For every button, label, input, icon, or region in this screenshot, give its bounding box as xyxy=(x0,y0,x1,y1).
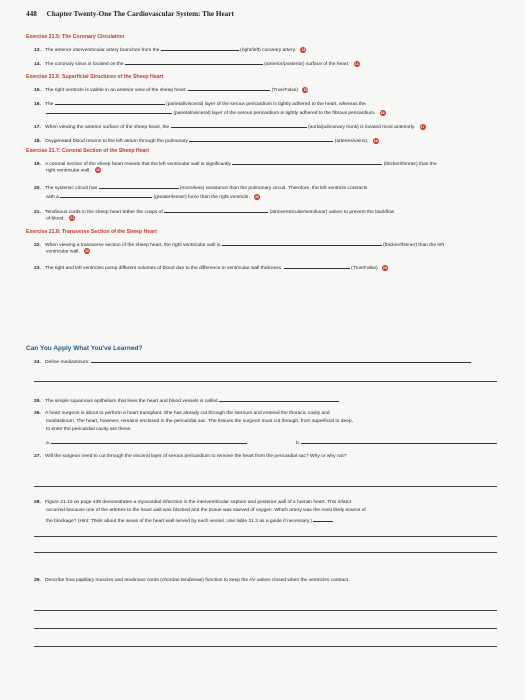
question-marker-icon: 23 xyxy=(383,265,387,270)
question-text: When viewing the anterior surface of the sheep heart, the xyxy=(45,125,170,130)
answer-blank[interactable] xyxy=(222,240,382,246)
question-number: 28. xyxy=(34,500,41,505)
question-16-line2 xyxy=(46,108,386,117)
question-25 xyxy=(34,396,339,405)
question-13 xyxy=(34,45,306,54)
question-24 xyxy=(34,357,471,366)
question-number: 15. xyxy=(34,88,41,93)
question-marker-icon: 13 xyxy=(301,47,306,52)
answer-line[interactable] xyxy=(34,628,497,629)
page-header xyxy=(26,10,234,18)
question-text: of blood. xyxy=(46,216,65,222)
question-number: 27. xyxy=(34,454,41,459)
answer-options: (True/False) xyxy=(271,88,299,93)
question-20-line2 xyxy=(46,192,260,201)
answer-options: (thicker/thinner) than the xyxy=(383,162,437,167)
question-number: 26. xyxy=(34,411,41,416)
answer-blank[interactable] xyxy=(99,183,179,189)
answer-options: (more/less) resistance than the pulmonary circuit. Therefore, the left ventricle contracts xyxy=(179,186,368,191)
apply-heading: Can You Apply What You've Learned? xyxy=(26,345,143,352)
answer-line[interactable] xyxy=(34,536,497,537)
answer-line[interactable] xyxy=(34,381,497,382)
question-28-line2: occurred because one of the arteries to the heart wall was blocked and the tissue was starved of oxygen. Which artery was the most likely source of xyxy=(46,508,366,513)
question-text: The right and left ventricles pump different volumes of blood due to the difference in ventricular wall thickness. xyxy=(45,266,283,271)
question-21-line2 xyxy=(46,215,75,223)
question-text: Define mediastinum: xyxy=(45,360,90,365)
question-number: 24. xyxy=(34,360,41,365)
exercise-heading: Exercise 21.7: Coronal Section of the Sheep Heart xyxy=(26,148,150,154)
exercise-heading: Exercise 21.5: The Coronary Circulation xyxy=(26,34,125,40)
question-number: 25. xyxy=(34,399,41,404)
question-text: The right ventricle is visible in an anterior view of the sheep heart. xyxy=(45,88,187,93)
answer-line[interactable] xyxy=(34,646,497,647)
answer-blank[interactable] xyxy=(55,99,165,105)
question-text: A heart surgeon is about to perform a heart transplant. She has already cut through the sternum and entered the thoracic cavity and xyxy=(45,411,330,416)
answer-blank[interactable] xyxy=(51,438,247,444)
question-text: the blockage? (Hint: Think about the areas of the heart wall served by each vessel. Use table 21.3 as a guide if necessary.) xyxy=(46,519,312,524)
question-text: Oxygenated blood returns to the left atrium through the pulmonary xyxy=(45,139,188,144)
question-number: 18. xyxy=(34,139,41,144)
question-marker-icon: 15 xyxy=(303,87,308,92)
question-number: 22. xyxy=(34,243,41,248)
question-text: Tendinous cords in the sheep heart tether the cusps of xyxy=(45,210,163,215)
answer-options: (True/False) xyxy=(351,266,378,271)
question-26-line2: mediastinum. The heart, however, remains enclosed in the pericardial sac. The tissues the surgeon must cut through, from superficial to deep, xyxy=(46,419,354,424)
question-text: Describe how papillary muscles and tendinous cords (chordae tendineae) function to keep the AV valves closed when the ventricles contract. xyxy=(45,578,350,583)
question-marker-icon: 20 xyxy=(255,194,260,199)
question-text: The coronary sinus is located on the xyxy=(45,62,124,67)
question-26 xyxy=(34,411,330,417)
question-16 xyxy=(34,99,366,108)
question-marker-icon: 22 xyxy=(85,249,90,253)
question-text: When viewing a transverse section of the sheep heart, the right ventricular wall is xyxy=(45,243,221,248)
question-28 xyxy=(34,500,351,506)
answer-options: (parietal/visceral) layer of the serous pericardium is tightly adhered to the fibrous pericardium. xyxy=(173,111,376,116)
question-number: 14. xyxy=(34,62,41,67)
answer-blank[interactable] xyxy=(313,516,333,522)
answer-line[interactable] xyxy=(34,486,497,487)
question-marker-icon: 18 xyxy=(373,138,378,143)
answer-blank[interactable] xyxy=(91,357,471,363)
question-text: The systemic circuit has xyxy=(45,186,98,191)
answer-line[interactable] xyxy=(34,552,497,553)
question-26-b xyxy=(296,438,497,447)
question-15 xyxy=(34,85,308,94)
question-number: 23. xyxy=(34,266,41,271)
question-text: A coronal section of the sheep heart reveals that the left ventricular wall is significantly xyxy=(45,162,231,167)
question-27 xyxy=(34,454,346,460)
question-19-line2 xyxy=(46,167,101,175)
choice-label: b. xyxy=(296,441,301,446)
question-marker-icon: 19 xyxy=(95,168,100,172)
question-marker-icon: 16 xyxy=(380,110,385,115)
answer-options: (greater/lesser) force than the right ventricle. xyxy=(153,195,250,200)
question-number: 20. xyxy=(34,186,41,191)
question-29 xyxy=(34,578,349,584)
question-text: Will the surgeon need to cut through the visceral layer of serous pericardium to remove the heart from the pericardial sac? Why or why not? xyxy=(45,454,347,459)
question-marker-icon: 21 xyxy=(70,216,75,220)
exercise-heading: Exercise 21.8: Transverse Section of the Sheep Heart xyxy=(26,229,157,235)
question-number: 13. xyxy=(34,48,41,53)
answer-blank[interactable] xyxy=(284,263,350,269)
answer-options: (arteries/veins). xyxy=(334,139,369,144)
question-23 xyxy=(34,263,388,272)
question-number: 21. xyxy=(34,210,41,215)
question-text: The simple squamous epithelium that lines the heart and blood vessels is called xyxy=(45,399,218,404)
question-14 xyxy=(34,59,360,68)
question-22-line2 xyxy=(46,248,90,256)
answer-blank[interactable] xyxy=(219,396,339,402)
answer-blank[interactable] xyxy=(188,85,270,91)
question-26-a xyxy=(46,438,247,447)
question-20 xyxy=(34,183,367,192)
exercise-heading: Exercise 21.6: Superficial Structures of the Sheep Heart xyxy=(26,74,164,80)
question-18 xyxy=(34,136,379,145)
choice-label: a. xyxy=(46,441,51,446)
question-22 xyxy=(34,240,444,249)
answer-blank[interactable] xyxy=(125,59,263,65)
question-text: right ventricular wall. xyxy=(46,168,91,174)
answer-blank[interactable] xyxy=(232,159,382,165)
answer-blank[interactable] xyxy=(60,192,152,198)
answer-options: (right/left) coronary artery. xyxy=(240,48,297,53)
question-17 xyxy=(34,122,426,131)
answer-options: (aorta/pulmonary trunk) is located most anteriorly. xyxy=(307,125,416,130)
answer-options: (anterior/posterior) surface of the heart. xyxy=(264,62,350,67)
question-21 xyxy=(34,207,394,216)
question-marker-icon: 14 xyxy=(354,61,359,66)
answer-options: (atrioventricular/semilunar) valves to prevent the backflow xyxy=(269,210,395,215)
question-text: Figure 21.10 on page 439 demonstrates a myocardial infarction in the interventricular septum and posterior wall of a human heart. This infarct xyxy=(45,500,352,505)
answer-blank[interactable] xyxy=(189,136,333,142)
answer-blank[interactable] xyxy=(161,45,239,51)
question-number: 29. xyxy=(34,578,41,583)
answer-blank[interactable] xyxy=(171,122,307,128)
answer-options: (thicker/thinner) than the left xyxy=(383,243,444,248)
question-number: 16. xyxy=(34,102,41,107)
answer-line[interactable] xyxy=(34,610,497,611)
question-number: 19. xyxy=(34,162,41,167)
chapter-title: Chapter Twenty-One The Cardiovascular System: The Heart xyxy=(46,10,234,18)
question-text: ventricular wall. xyxy=(46,249,80,255)
answer-options: (parietal/visceral) layer of the serous pericardium is tightly adhered to the heart, whereas the xyxy=(166,102,366,107)
question-text: The anterior interventricular artery branches from the xyxy=(45,48,160,53)
answer-blank[interactable] xyxy=(301,438,497,444)
question-marker-icon: 17 xyxy=(420,124,425,129)
question-text: with a xyxy=(46,195,59,200)
answer-blank[interactable] xyxy=(46,108,172,114)
question-text: The xyxy=(45,102,54,107)
question-26-line3: to enter the pericardial cavity are these: xyxy=(46,427,132,432)
question-number: 17. xyxy=(34,125,41,130)
question-28-line3 xyxy=(46,516,333,525)
page-number: 448 xyxy=(26,10,37,18)
answer-blank[interactable] xyxy=(164,207,268,213)
